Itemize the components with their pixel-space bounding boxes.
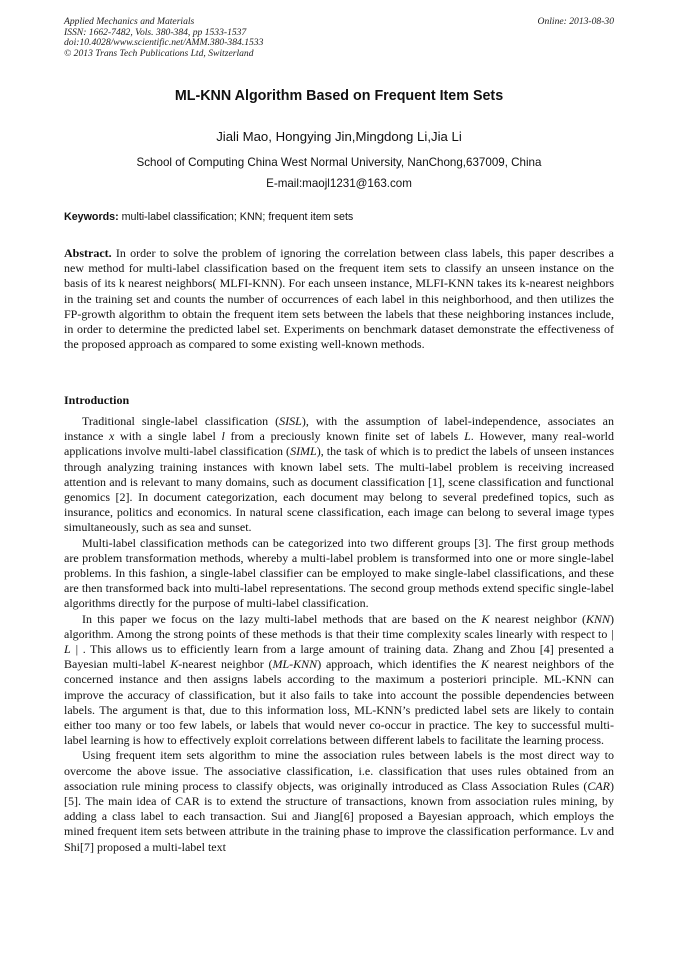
text-run: ), the task of which is to predict the labels of unseen instances through analyzing training instances with known label sets. The multi-label problem is receiving increased attention and is relevant to many domains, such as document classification [1], scene classification and functional genomics [2]. In document categorization, each document may belong to several predefined topics, such as insurance, politics and economics. In natural scene classification, each image can belong to several image types simultaneously, such as sea and sunset. xyxy=(64,444,615,535)
text-run: ) approach, which identifies the xyxy=(317,657,481,672)
paper-title: ML-KNN Algorithm Based on Frequent Item Sets xyxy=(174,88,504,104)
issn-line: ISSN: 1662-7482, Vols. 380-384, pp 1533-1537 xyxy=(64,26,247,38)
author-list: Jiali Mao, Hongying Jin,Mingdong Li,Jia Li xyxy=(216,129,462,144)
variable-x: x xyxy=(109,429,115,444)
copyright-line: © 2013 Trans Tech Publications Ltd, Switzerland xyxy=(64,47,254,59)
introduction-body xyxy=(64,414,614,855)
knn-term: KNN xyxy=(585,611,610,626)
intro-paragraph-3 xyxy=(64,612,614,749)
siml-term: SIML xyxy=(290,444,317,459)
doi-line: doi:10.4028/www.scientific.net/AMM.380-384.1533 xyxy=(64,37,264,49)
text-run: with a single label xyxy=(114,429,222,444)
email-address: E-mail:maojl1231@163.com xyxy=(266,177,412,190)
sisl-term: SISL xyxy=(279,414,302,428)
journal-header xyxy=(64,17,614,59)
text-run: Using frequent item sets algorithm to mine the association rules between labels is the most direct way to overcome the above issue. The associative classification, i.e. classification that uses rules obtained from an association rule mining process to classify objects, was originally introduced as Class Association Rules ( xyxy=(64,748,614,793)
abstract xyxy=(64,246,614,352)
variable-k: K xyxy=(480,657,489,672)
variable-l: l xyxy=(221,429,225,444)
intro-paragraph-1 xyxy=(64,414,614,536)
mlknn-term: ML-KNN xyxy=(272,657,318,672)
variable-L: L xyxy=(464,429,471,444)
text-run: nearest neighbors of the concerned instance and then assigns labels according to the maximum a posteriori principle. ML-KNN can improve the accuracy of classification, but it also fails to take into account the possible dependencies between labels. The argument is that, due to this information loss, ML-KNN’s predicted label sets are likely to contain either too many or too few labels, or labels that would never co-occur in practice. The key to successful multi-label learning is how to effectively exploit correlations between different labels to facilitate the learning process. xyxy=(64,657,614,748)
car-term: CAR xyxy=(587,778,610,793)
keywords-text: multi-label classification; KNN; frequent item sets xyxy=(118,211,354,223)
variable-k: K xyxy=(170,657,179,672)
text-run: . However, many real-world applications involve multi-label classification ( xyxy=(64,429,614,459)
abstract-label: Abstract. xyxy=(64,246,112,260)
text-run: . This allows us to efficiently learn from a large amount of training data. Zhang and Zhou [4] presented a Bayesian multi-label xyxy=(64,642,614,672)
text-run: from a preciously known finite set of labels xyxy=(224,429,465,444)
keywords xyxy=(64,211,614,223)
text-run: nearest neighbor ( xyxy=(489,611,586,626)
label-set-size: | L | xyxy=(64,626,614,657)
abstract-text: In order to solve the problem of ignoring the correlation between class labels, this paper describes a new method for multi-label classification based on the frequent item sets to classify an unseen instance on the basis of its k nearest neighbors( MLFI-KNN). For each unseen instance, MLFI-KNN takes its k-nearest neighbors in the training set and counts the number of occurrences of each label in this neighborhood, and then utilizes the FP-growth algorithm to obtain the frequent item sets between the labels that these neighboring instances include, in order to determine the predicted label set. Experiments on benchmark dataset demonstrate the effectiveness of the proposed approach as compared to some existing well-known methods. xyxy=(64,246,614,352)
keywords-label: Keywords: xyxy=(64,211,119,223)
text-run: Traditional single-label classification ( xyxy=(82,414,280,428)
journal-name: Applied Mechanics and Materials xyxy=(64,16,195,27)
online-date: Online: 2013-08-30 xyxy=(537,16,614,27)
text-run: ), with the assumption of label-independence, associates an instance xyxy=(64,414,614,444)
variable-k: K xyxy=(481,611,490,626)
text-run: ) [5]. The main idea of CAR is to extend the structure of transactions, known from association rules mining, by adding a class label to each transaction. Sui and Jiang[6] proposed a Bayesian approach, which employs the mined frequent item sets between attribute in the training phase to improve the classification performance. Lv and Shi[7] proposed a multi-label text xyxy=(64,778,614,854)
intro-paragraph-2: Multi-label classification methods can be categorized into two different groups [3]. The first group methods are problem transformation methods, whereby a multi-label problem is transformed into one or more single-label problems. In this fashion, a single-label classifier can be employed to make single-label classifications, and these are then transformed back into multi-label representations. The second group methods extend specific single-label algorithms directly for the purpose of multi-label classification. xyxy=(64,535,614,611)
text-run: In this paper we focus on the lazy multi-label methods that are based on the xyxy=(82,611,482,626)
text-run: -nearest neighbor ( xyxy=(178,657,273,672)
affiliation: School of Computing China West Normal University, NanChong,637009, China xyxy=(136,156,542,169)
text-run: ) algorithm. Among the strong points of these methods is that their time complexity scales linearly with respect to xyxy=(64,611,614,641)
introduction-heading: Introduction xyxy=(64,393,130,407)
intro-paragraph-4 xyxy=(64,748,614,854)
